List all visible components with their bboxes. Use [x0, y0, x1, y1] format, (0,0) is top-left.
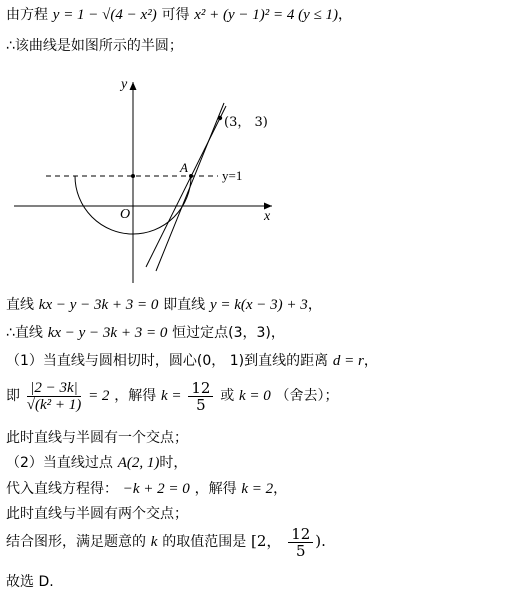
point-p: [218, 116, 222, 120]
text-line-6: 即 $\frac{|2 - 3k|}{\text{√(k² + 1)}}$ = 2 ，解得 k = $\frac{12}{5}$ 或 k = 0 （舍去）；: [6, 378, 339, 414]
range-fraction: $\frac{12}{5}$: [288, 526, 313, 559]
equation-2: x² + (y − 1)² = 4 (y ≤ 1): [194, 7, 339, 23]
origin-label: O: [120, 207, 131, 222]
semicircle-figure: [0, 68, 300, 283]
text-line-3: 直线 kx − y − 3k + 3 = 0 即直线 y = k(x − 3) + 3，: [6, 297, 322, 313]
dashed-line-label: y=1: [222, 168, 243, 183]
axis-x-label: x: [264, 209, 271, 224]
axis-y-label: y: [121, 77, 128, 92]
text-line-12: 故选 D.: [6, 574, 54, 590]
text-line-11: 结合图形，满足题意的 k 的取值范围是 [2， $\frac{12}{5}$ ).: [6, 524, 326, 560]
text-line-5: （1）当直线与圆相切时，圆心(0， 1)到直线的距离 d = r，: [6, 353, 378, 369]
point-p-label: (3， 3): [224, 115, 268, 130]
point-a: [189, 174, 193, 178]
equation-1: y = 1 − √(4 − x²): [52, 7, 157, 23]
secant-line: [156, 103, 224, 271]
center-point: [131, 174, 135, 178]
text-line-8: （2）当直线过点 A(2, 1)时，: [6, 455, 188, 471]
text-line-1: 由方程 y = 1 − √(4 − x²) 可得 x² + (y − 1)² = 4 (y ≤ 1)，: [6, 7, 353, 23]
k-fraction: $\frac{12}{5}$: [188, 380, 213, 413]
text-line-7: 此时直线与半圆有一个交点；: [6, 430, 188, 446]
distance-fraction: $\frac{|2 - 3k|}{\text{√(k² + 1)}}$: [26, 379, 82, 413]
text-line-9: 代入直线方程得： −k + 2 = 0 ，解得 k = 2，: [6, 481, 288, 497]
text-line-10: 此时直线与半圆有两个交点；: [6, 506, 188, 522]
point-a-label: A: [180, 160, 188, 175]
y-axis-arrow: [130, 82, 137, 90]
text-line-4: ∴直线 kx − y − 3k + 3 = 0 恒过定点(3，3)，: [6, 325, 285, 341]
tangent-line: [146, 106, 226, 267]
text-line-2: ∴该曲线是如图所示的半圆；: [6, 38, 183, 54]
